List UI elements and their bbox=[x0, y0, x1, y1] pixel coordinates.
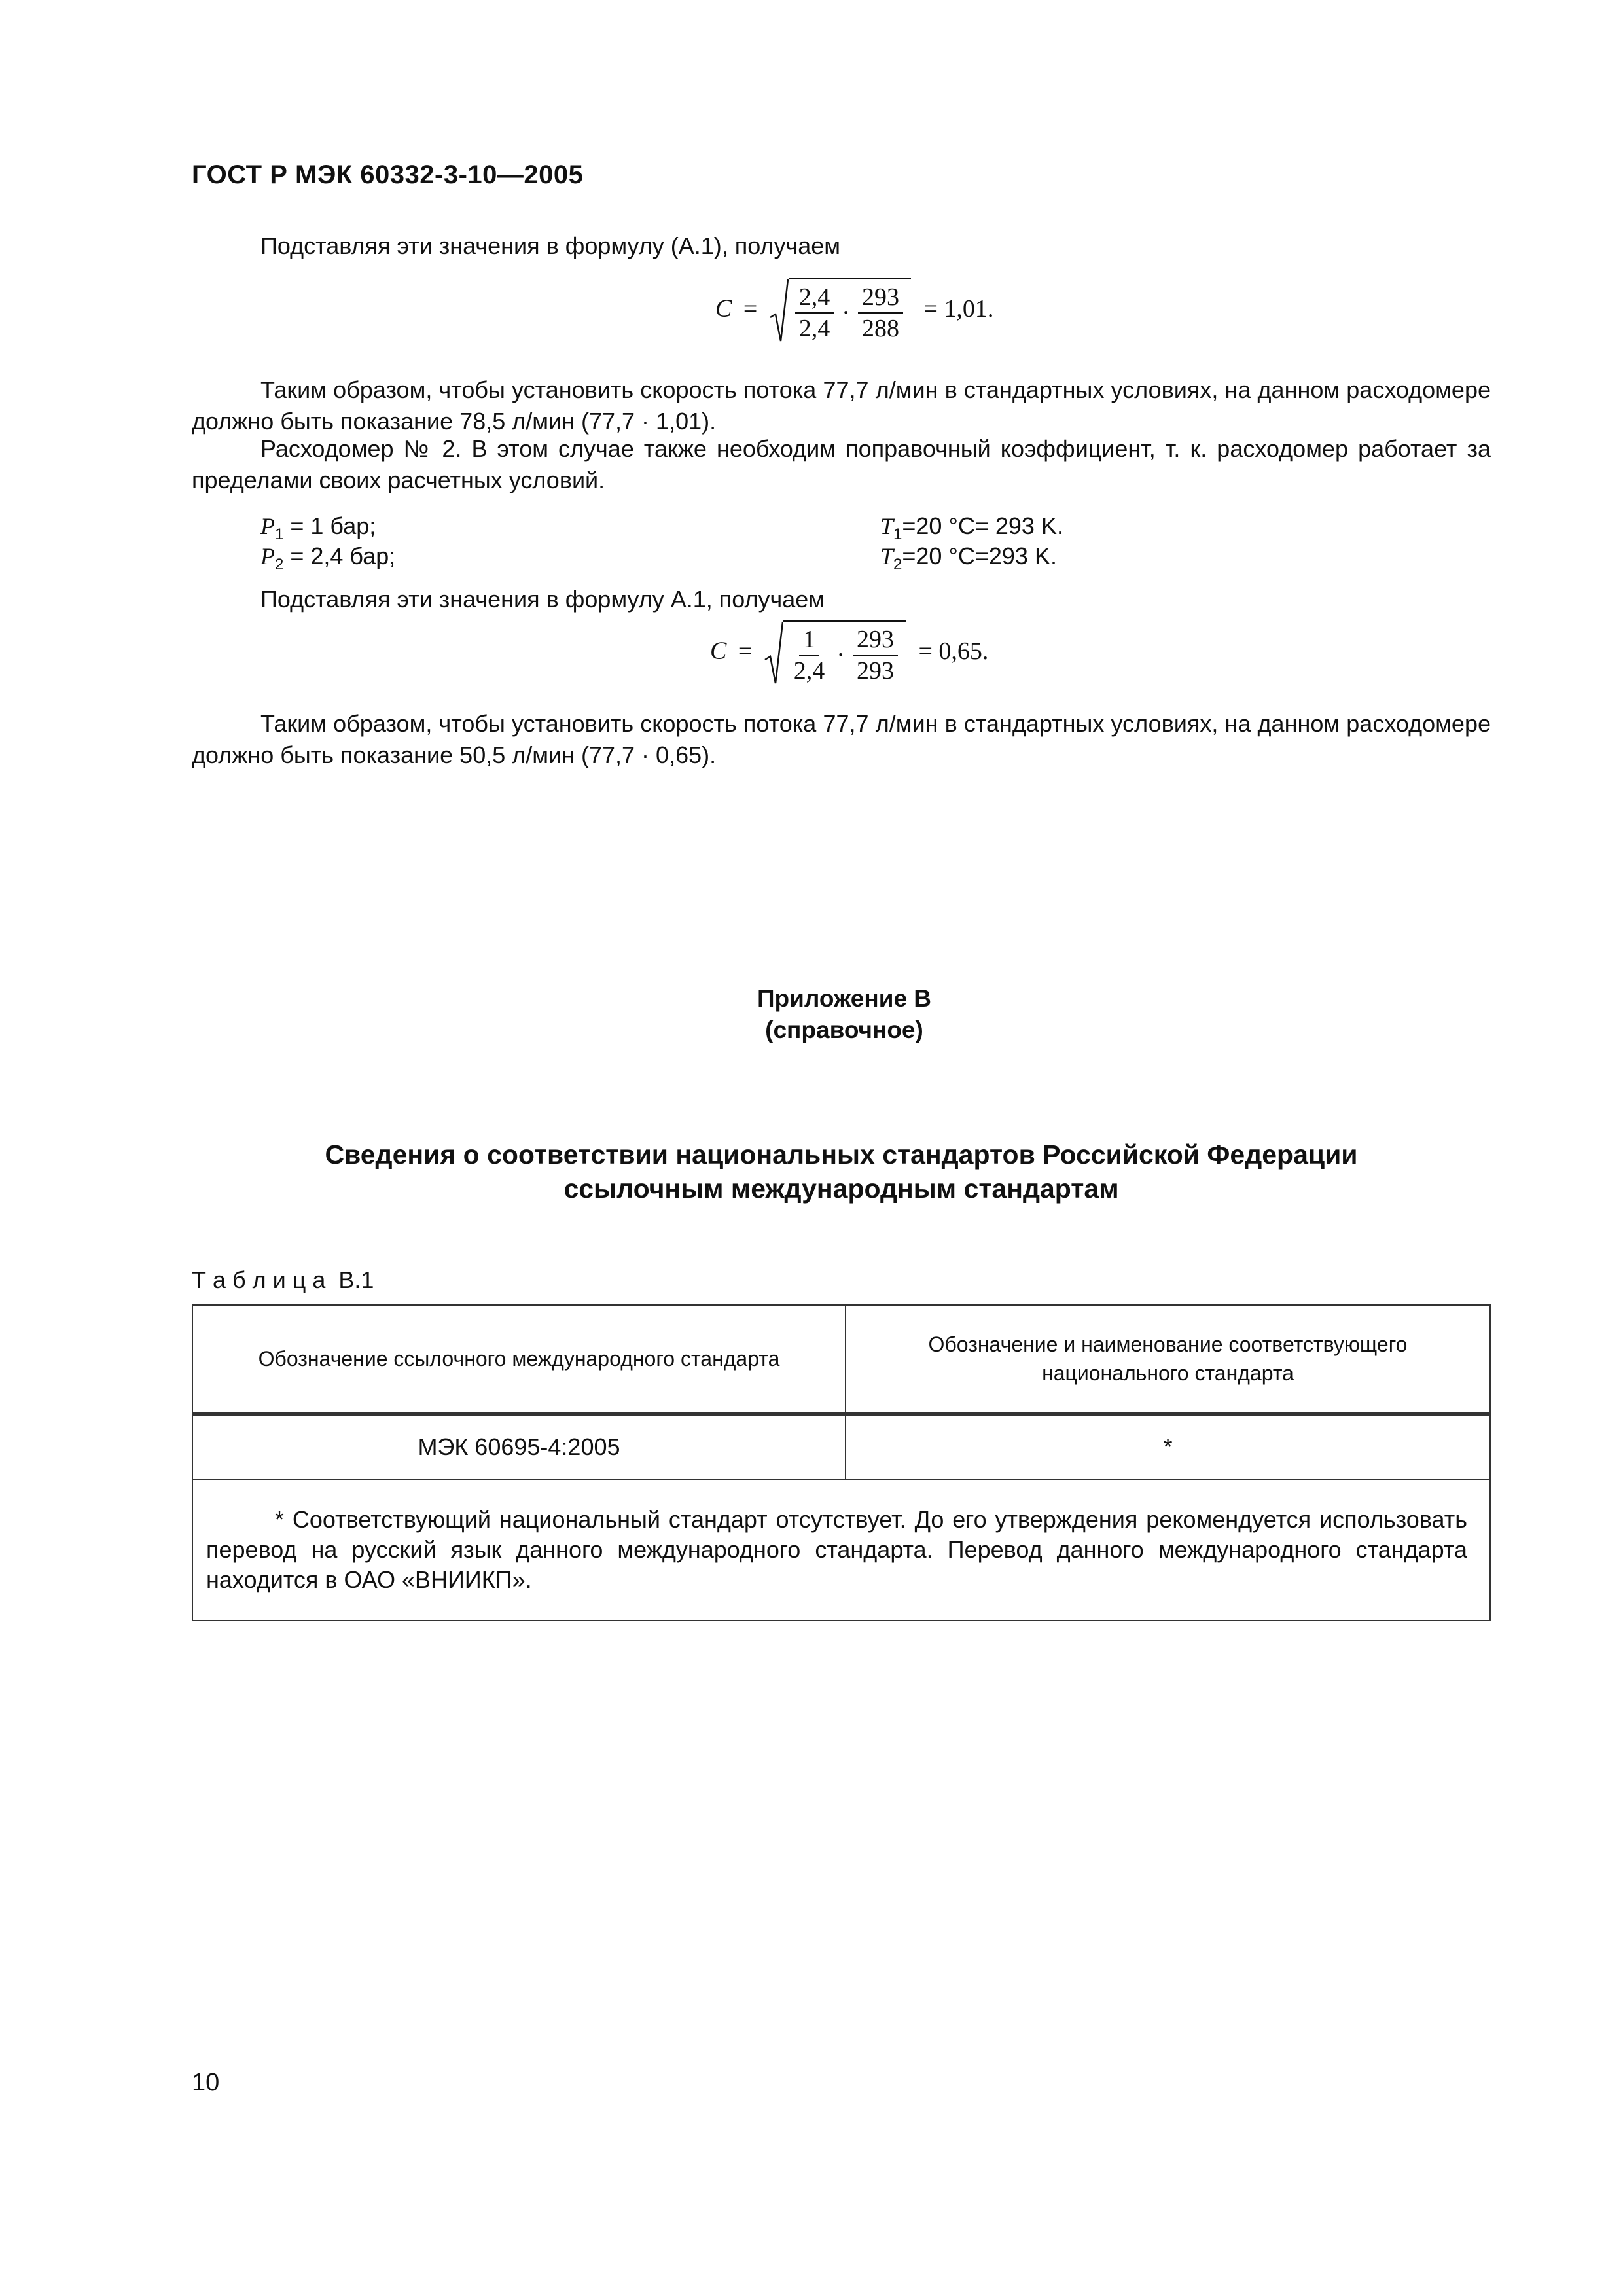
table-header-row bbox=[192, 1305, 1490, 1414]
param-value: = 2,4 бар; bbox=[283, 543, 396, 569]
fraction-numerator: 293 bbox=[858, 283, 903, 314]
formula-2-frac-2 bbox=[853, 626, 898, 685]
fraction-numerator: 2,4 bbox=[795, 283, 834, 314]
formula-1 bbox=[715, 278, 993, 344]
formula-2-lhs: C bbox=[710, 637, 727, 665]
param-value: = 1 бар; bbox=[283, 512, 376, 539]
table-header-col-1: Обозначение ссылочного международного стандарта bbox=[192, 1305, 846, 1414]
fraction-numerator: 293 bbox=[853, 626, 898, 656]
table-cell-intl-standard: МЭК 60695-4:2005 bbox=[192, 1414, 846, 1479]
document-header: ГОСТ Р МЭК 60332-3-10—2005 bbox=[192, 160, 584, 189]
param-value: =20 °C= 293 K. bbox=[902, 512, 1063, 539]
table-footnote: * Соответствующий национальный стандарт отсутствует. До его утверждения рекомендуется использовать перевод на русский язык данного международного стандарта. Перевод данного международного стандарта находится в ОАО «ВНИИКП». bbox=[192, 1479, 1490, 1621]
formula-2-result: = 0,65. bbox=[918, 637, 989, 665]
appendix-subtitle: (справочное) bbox=[765, 1016, 923, 1043]
param-subscript: 2 bbox=[893, 556, 902, 574]
fraction-numerator: 1 bbox=[799, 626, 819, 656]
sqrt-icon bbox=[769, 278, 789, 344]
table-row bbox=[192, 1414, 1490, 1479]
formula-intro-2: Подставляя эти значения в формулу А.1, получаем bbox=[260, 586, 825, 613]
table-header-col-2: Обозначение и наименование соответствующего национального стандарта bbox=[846, 1305, 1490, 1414]
param-t2 bbox=[880, 541, 1057, 581]
sqrt-icon bbox=[764, 620, 783, 686]
param-subscript: 1 bbox=[893, 526, 902, 544]
meter-2-paragraph: Расходомер № 2. В этом случае также необходим поправочный коэффициент, т. к. расходомер работает за пределами своих расчетных условий. bbox=[192, 435, 1491, 493]
formula-1-sqrt bbox=[769, 278, 911, 344]
fraction-denominator: 293 bbox=[856, 657, 894, 685]
result-paragraph-2: Таким образом, чтобы установить скорость потока 77,7 л/мин в стандартных условиях, на данном расходомере должно быть показание 50,5 л/мин (77,7 · 0,65). bbox=[192, 710, 1491, 768]
multiply-dot: · bbox=[836, 641, 845, 669]
multiply-dot: · bbox=[842, 299, 850, 327]
fraction-denominator: 2,4 bbox=[793, 657, 825, 685]
fraction-denominator: 2,4 bbox=[798, 315, 830, 342]
formula-1-frac-1 bbox=[795, 283, 834, 342]
param-subscript: 2 bbox=[275, 556, 284, 574]
table-caption: Т а б л и ц а В.1 bbox=[192, 1266, 374, 1293]
param-subscript: 1 bbox=[275, 526, 284, 544]
param-symbol: P bbox=[260, 543, 275, 569]
param-p2 bbox=[260, 541, 395, 581]
param-symbol: T bbox=[880, 543, 894, 569]
param-symbol: T bbox=[880, 513, 894, 539]
table-cell-national-standard: * bbox=[846, 1414, 1490, 1479]
formula-2-eq: = bbox=[738, 637, 753, 665]
table-note-row bbox=[192, 1479, 1490, 1621]
formula-1-lhs: C bbox=[715, 295, 732, 323]
param-symbol: P bbox=[260, 513, 275, 539]
page-number: 10 bbox=[192, 2069, 220, 2096]
appendix-title: Приложение В bbox=[757, 985, 932, 1012]
appendix-heading-line-1: Сведения о соответствии национальных стандартов Российской Федерации bbox=[325, 1139, 1358, 1170]
fraction-denominator: 288 bbox=[861, 315, 899, 342]
param-value: =20 °C=293 K. bbox=[902, 543, 1057, 569]
appendix-heading-line-2: ссылочным международным стандартам bbox=[563, 1174, 1119, 1204]
formula-1-eq: = bbox=[743, 295, 758, 323]
formula-1-frac-2 bbox=[858, 283, 903, 342]
result-paragraph-1: Таким образом, чтобы установить скорость потока 77,7 л/мин в стандартных условиях, на данном расходомере должно быть показание 78,5 л/мин (77,7 · 1,01). bbox=[192, 376, 1491, 435]
formula-intro-1: Подставляя эти значения в формулу (А.1), получаем bbox=[260, 232, 841, 259]
formula-2 bbox=[710, 620, 988, 686]
standards-table bbox=[192, 1304, 1491, 1621]
formula-2-sqrt bbox=[764, 620, 906, 686]
formula-1-result: = 1,01. bbox=[923, 295, 994, 323]
formula-2-frac-1 bbox=[790, 626, 829, 685]
